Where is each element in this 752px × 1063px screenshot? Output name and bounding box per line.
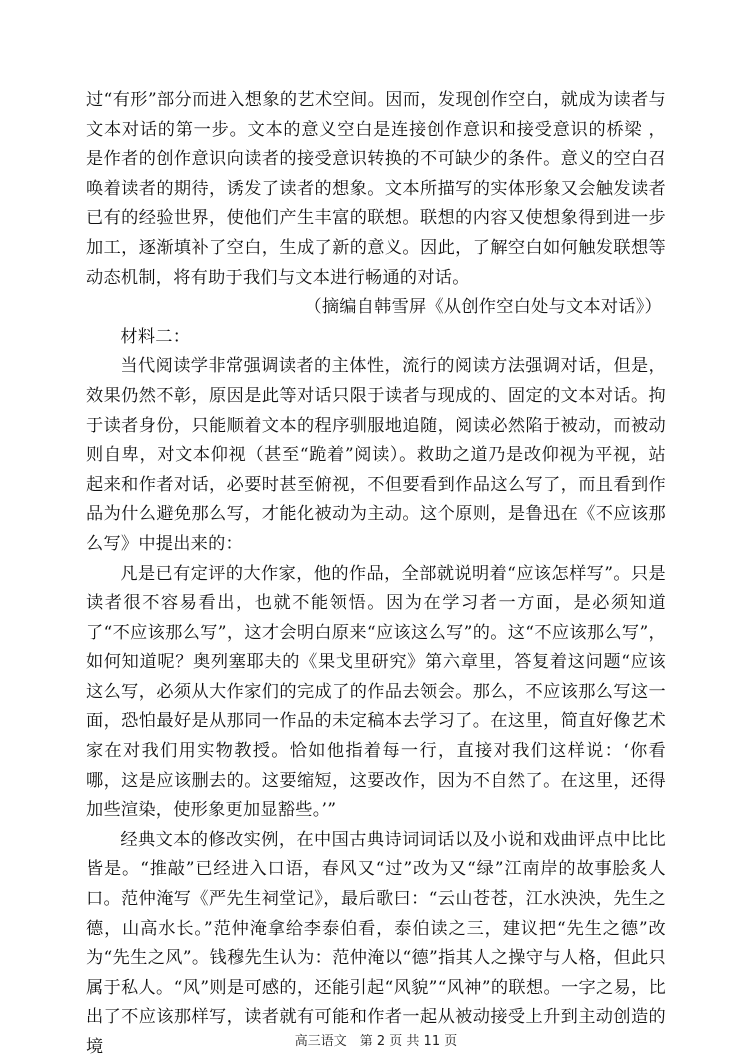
material-heading: 材料二： bbox=[120, 326, 191, 347]
paragraph-continuation: 过“有形”部分而进入想象的艺术空间。因而，发现创作空白，就成为读者与文本对话的第一步。文本的意义空白是连接创作意识和接受意识的桥梁 ，是作者的创作意识向读者的接受意识转换的不可缺少的条件。意义的空白召唤着读者的期待，诱发了读者的想象。文本所描写的实体形象又会触发读者已有的经验世界，使他们产生丰富的联想。联想的内容又使想象得到进一步加工，逐渐填补了空白，生成了新的意义。因此，了解空白如何触发联想等动态机制，将有助于我们与文本进行畅通的对话。 bbox=[86, 90, 666, 288]
page-footer: 高三语文 第 2 页 共 11 页 bbox=[294, 1034, 458, 1049]
page-body bbox=[86, 86, 666, 1063]
paragraph-revision-examples: 经典文本的修改实例，在中国古典诗词词话以及小说和戏曲评点中比比皆是。“推敲”已经进入口语，春风又“过”改为又“绿”江南岸的故事脍炙人口。范仲淹写《严先生祠堂记》，最后歌曰：“云山苍苍，江水泱泱，先生之德，山高水长。”范仲淹拿给李泰伯看，泰伯读之三，建议把“先生之德”改为“先生之风”。钱穆先生认为：范仲淹以“德”指其人之操守与人格，但此只属于私人。“风”则是可感的，还能引起“风貌”“风神”的联想。一字之易，比出了不应该那样写，读者就有可能和作者一起从被动接受上升到主动创造的境 bbox=[86, 829, 666, 1057]
paragraph-reading-theory: 当代阅读学非常强调读者的主体性，流行的阅读方法强调对话，但是，效果仍然不彰，原因是此等对话只限于读者与现成的、固定的文本对话。拘于读者身份，只能顺着文本的程序驯服地追随，阅读必然陷于被动，而被动则自卑，对文本仰视（甚至“跪着”阅读）。救助之道乃是改仰视为平视，站起来和作者对话，必要时甚至俯视，不但要看到作品这么写了，而且看到作品为什么避免那么写，才能化被动为主动。这个原则，是鲁迅在《不应该那么写》中提出来的： bbox=[86, 356, 666, 554]
paragraph-lu-xun-quote: 凡是已有定评的大作家，他的作品，全部就说明着“应该怎样写”。只是读者很不容易看出，也就不能领悟。因为在学习者一方面，是必须知道了“不应该那么写”，这才会明白原来“应该这么写”的。这“不应该那么写”，如何知道呢？奥列塞耶夫的《果戈里研究》第六章里，答复着这问题“应该这么写，必须从大作家们的完成了的作品去领会。那么，不应该那么写这一面，恐怕最好是从那同一作品的未定稿本去学习了。在这里，简直好像艺术家在对我们用实物教授。恰如他指着每一行，直接对我们这样说：‘你看哪，这是应该删去的。这要缩短，这要改作，因为不自然了。在这里，还得加些渲染，使形象更加显豁些。’” bbox=[86, 563, 666, 821]
source-citation: （摘编自韩雪屏《从创作空白处与文本对话》） bbox=[304, 297, 662, 318]
